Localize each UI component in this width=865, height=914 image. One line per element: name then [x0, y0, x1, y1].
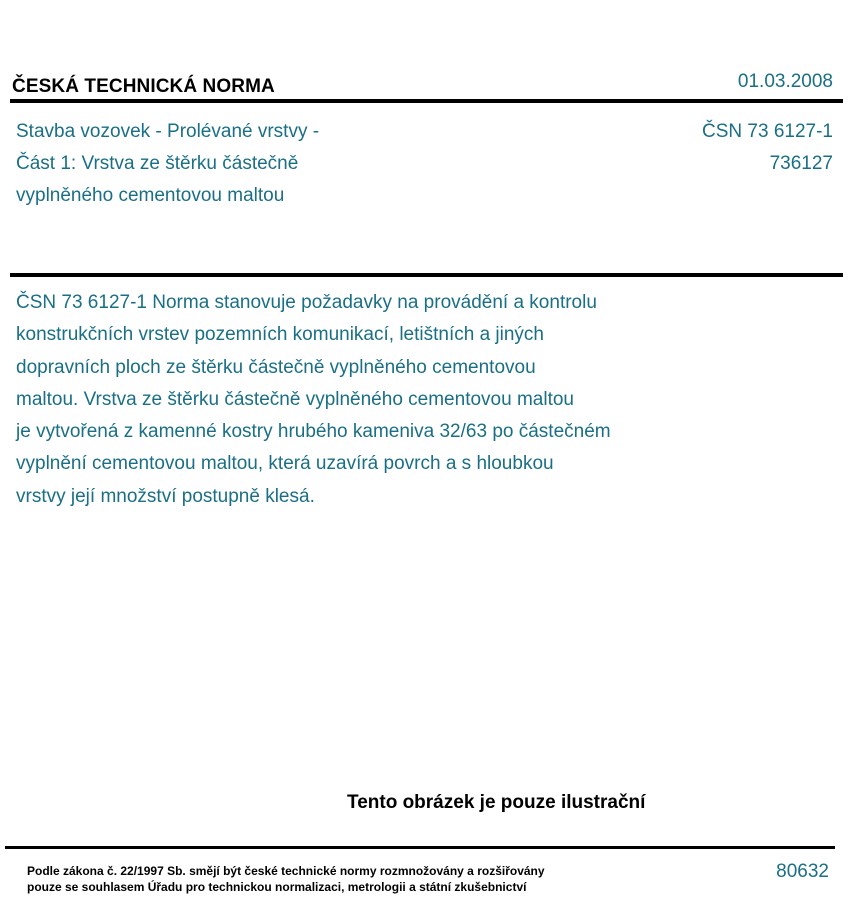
abstract-line: ČSN 73 6127-1 Norma stanovuje požadavky na provádění a kontrolu: [16, 292, 597, 313]
illustration-disclaimer: Tento obrázek je pouze ilustrační: [347, 792, 646, 813]
abstract-line: konstrukčních vrstev pozemních komunikací, letištních a jiných: [16, 324, 545, 346]
header-divider: [10, 99, 843, 103]
title-divider: [10, 273, 843, 277]
standard-title-line: Stavba vozovek - Prolévané vrstvy -: [16, 121, 320, 142]
legal-notice-line: pouze se souhlasem Úřadu pro technickou normalizaci, metrologii a státní zkušebnictví: [27, 880, 527, 894]
document-type-heading: ČESKÁ TECHNICKÁ NORMA: [12, 76, 275, 97]
abstract-line: je vytvořená z kamenné kostry hrubého kameniva 32/63 po částečném: [16, 421, 611, 443]
footer-divider: [5, 846, 835, 849]
classification-number: 736127: [769, 153, 833, 174]
abstract-line: vrstvy její množství postupně klesá.: [16, 485, 315, 507]
standard-title: [16, 116, 319, 212]
catalog-number: 80632: [776, 861, 829, 882]
standard-title-line: Část 1: Vrstva ze štěrku částečně: [16, 153, 299, 174]
standard-code: ČSN 73 6127-1: [702, 121, 833, 142]
abstract-line: maltou. Vrstva ze štěrku částečně vyplněného cementovou maltou: [16, 388, 574, 410]
legal-notice: [27, 863, 545, 895]
abstract-text: [16, 287, 611, 513]
publication-date: 01.03.2008: [737, 71, 833, 92]
abstract-line: vyplnění cementovou maltou, která uzavírá povrch a s hloubkou: [16, 453, 554, 475]
legal-notice-line: Podle zákona č. 22/1997 Sb. smějí být české technické normy rozmnožovány a rozšiřovány: [27, 864, 545, 878]
standard-title-line: vyplněného cementovou maltou: [16, 185, 285, 206]
standard-identifiers: [702, 116, 833, 180]
abstract-line: dopravních ploch ze štěrku částečně vyplněného cementovou: [16, 356, 536, 378]
